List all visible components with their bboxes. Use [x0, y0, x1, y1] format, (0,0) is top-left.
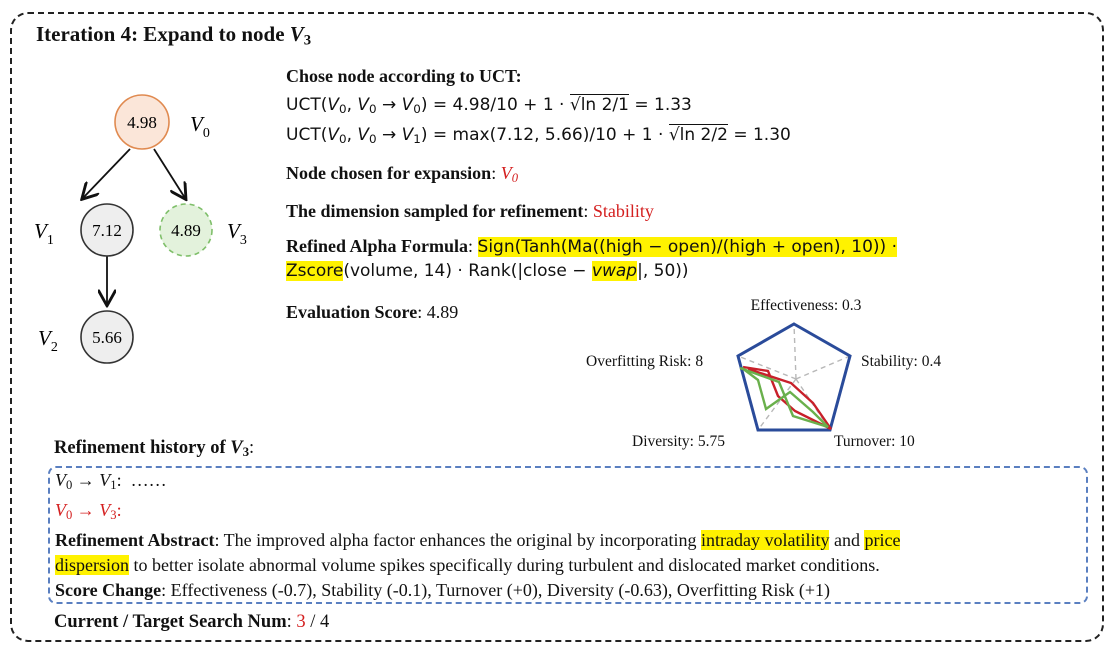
node-v2-score: 5.66 [92, 328, 122, 347]
title-node-sub: 3 [303, 32, 312, 49]
tree-node-v0 [115, 95, 169, 149]
score-change: Score Change: Effectiveness (-0.7), Stability (-0.1), Turnover (+0), Diversity (-0.63), Overfitting Risk (+1) [55, 580, 831, 601]
label-v3: $V_3$ [227, 219, 247, 248]
radar-chart [580, 296, 980, 456]
tree-node-v2 [81, 311, 133, 363]
title-node: V [289, 22, 304, 46]
radar-label-stability: Stability: 0.4 [861, 353, 942, 370]
node-v0-score: 4.98 [127, 113, 157, 132]
history-entry-2: $V_0 \to V_3$: [55, 500, 122, 523]
refinement-abstract: Refinement Abstract: The improved alpha factor enhances the original by incorporating intraday volatility and price dispersion to better isolate abnormal volume spikes specifically during turbulent and dislocated market conditions. [55, 530, 901, 576]
history-entry-1: $V_0 \to V_1$: …… [55, 470, 167, 493]
formula-part-1: Sign(Tanh(Ma((high − open)/(high + open), 10)) · [477, 237, 897, 257]
tree-node-v1 [81, 204, 133, 256]
search-num-footer: Current / Target Search Num: 3 / 4 [54, 612, 330, 632]
evaluation-line: Evaluation Score: 4.89 [286, 302, 459, 322]
search-num-target: / 4 [305, 612, 330, 632]
uct-heading: Chose node according to UCT: [286, 66, 522, 86]
radar-label-turnover: Turnover: 10 [834, 433, 915, 450]
radar-label-effectiveness: Effectiveness: 0.3 [750, 297, 862, 314]
history-content [55, 468, 1090, 603]
expansion-node: $V_0$ [500, 163, 519, 186]
label-v1: $V_1$ [34, 219, 54, 248]
node-v1-score: 7.12 [92, 221, 122, 240]
formula-line-2: Zscore(volume, 14) · Rank(|close − vwap|, 50)) [286, 261, 689, 281]
tree-node-v3 [160, 204, 212, 256]
search-tree [30, 75, 270, 385]
formula-line-1: Refined Alpha Formula: Sign(Tanh(Ma((high − open)/(high + open), 10)) · [286, 236, 897, 257]
edge-v0-v3 [154, 149, 185, 198]
radar-label-diversity: Diversity: 5.75 [632, 433, 725, 450]
title-text: Iteration 4: Expand to node [36, 22, 290, 46]
radar-series-green [740, 368, 828, 427]
dimension-line: The dimension sampled for refinement: Stability [286, 201, 654, 221]
iteration-title [36, 22, 311, 50]
search-num-current: 3 [296, 612, 306, 632]
edge-v0-v1 [83, 149, 130, 198]
label-v2: $V_2$ [38, 326, 58, 355]
expansion-line: Node chosen for expansion: $V_0$ [286, 163, 519, 186]
evaluation-value: 4.89 [426, 302, 459, 322]
dimension-value: Stability [592, 201, 654, 221]
uct-line-2: $UCT(V_0$, $V_0 \to V_1) = \max(7.12$, 5.66)/10 + 1 · √ln 2/2 = 1.30 [286, 125, 791, 146]
uct-line-1: $UCT(V_0$, $V_0 \to V_0) = 4.98/10 + 1 \cdot √\ln$ 2/1 = 1.33 [286, 95, 692, 116]
radar-label-overfitting-risk: Overfitting Risk: 8 [586, 353, 704, 370]
node-v3-score: 4.89 [171, 221, 201, 240]
label-v0: $V_0$ [190, 112, 210, 141]
history-title: Refinement history of $V_3$: [54, 438, 255, 460]
